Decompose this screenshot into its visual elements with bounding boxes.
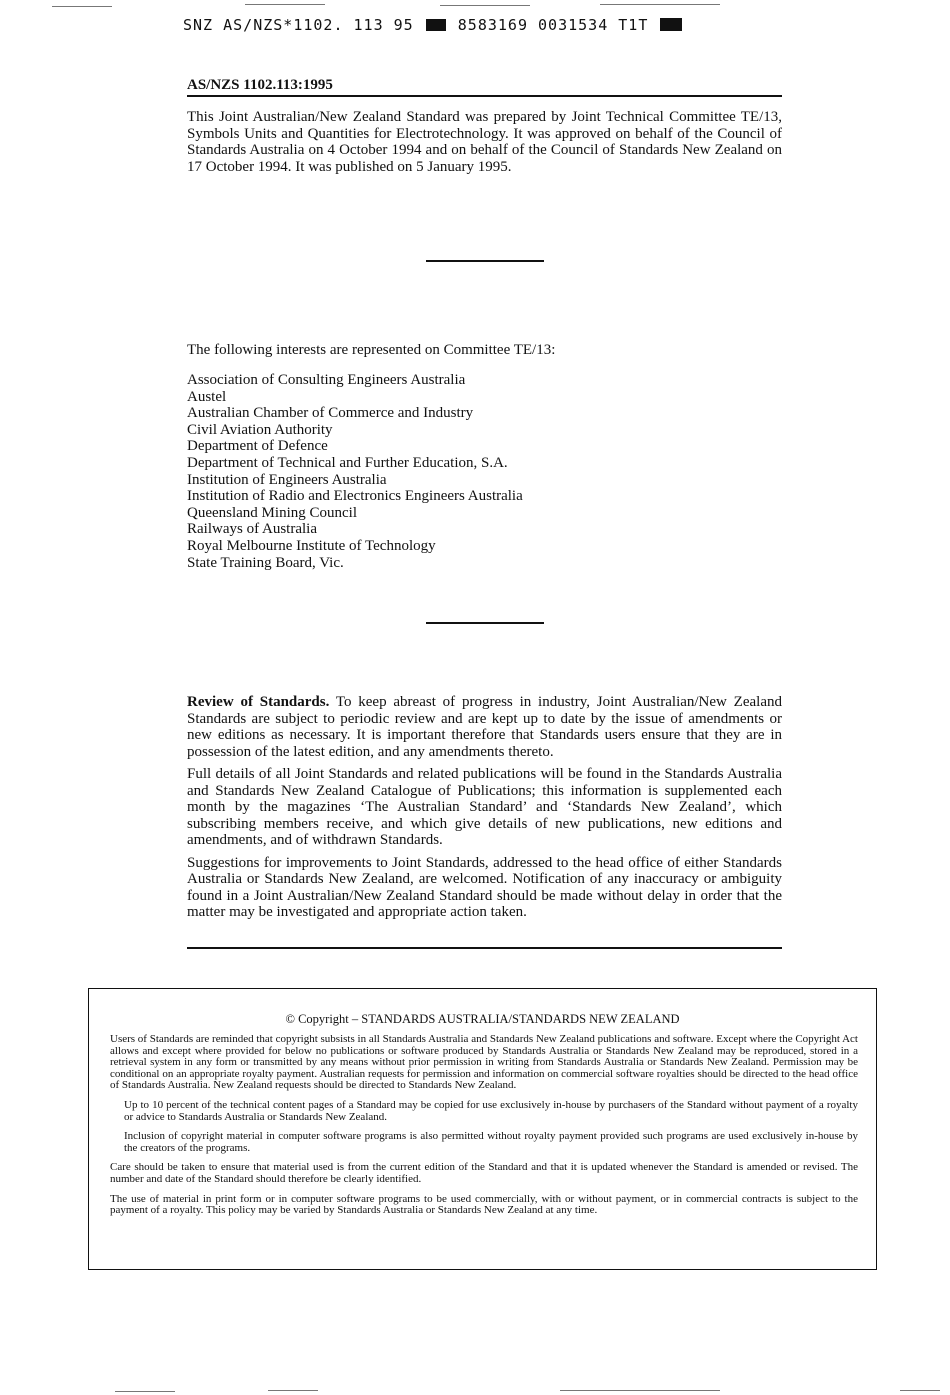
scan-mark	[52, 6, 112, 7]
code-left: SNZ AS/NZS*1102. 113 95	[183, 16, 414, 34]
list-item: Austel	[187, 388, 227, 405]
scan-mark	[245, 4, 325, 5]
review-paragraph-3: Suggestions for improvements to Joint Standards, addressed to the head office of either Standards Australia or Standards New Zealand, are welcomed. Notification of any inaccuracy or ambiguity found in a Joint Australian/New Zealand Standard should be made without delay in order that the matter may be investigated and appropriate action taken.	[187, 854, 782, 920]
review-paragraph-1: Review of Standards. To keep abreast of progress in industry, Joint Australian/New Zealand Standards are subject to periodic review and are kept up to date by the issue of amendments or new editions as necessary. It is important therefore that Standards users ensure that they are in possession of the latest edition, and any amendments thereto.	[187, 694, 782, 760]
list-item: Royal Melbourne Institute of Technology	[187, 537, 436, 554]
review-section	[187, 694, 782, 927]
review-paragraph-2: Full details of all Joint Standards and related publications will be found in the Standards Australia and Standards New Zealand Catalogue of Publications; this information is supplemented each month by the magazines ‘The Australian Standard’ and ‘Standards New Zealand’, which subscribing members receive, and which give details of new publications, new editions and amendments, and of withdrawn Standards.	[187, 766, 782, 848]
list-item: Civil Aviation Authority	[187, 421, 333, 438]
standard-number: AS/NZS 1102.113:1995	[187, 77, 333, 93]
copyright-paragraph: Inclusion of copyright material in computer software programs is also permitted without royalty payment provided such programs are used exclusively in-house by the creators of the programs.	[124, 1130, 858, 1154]
copyright-paragraph: Users of Standards are reminded that copyright subsists in all Standards Australia and Standards New Zealand publications and software. Except where the Copyright Act allows and except where provided for below no publications or software produced by Standards Australia or Standards New Zealand may be reproduced, stored in a retrieval system in any form or transmitted by any means without prior permission in writing from Standards Australia or Standards New Zealand. Permission may be conditional on an appropriate royalty payment. Australian requests for permission and information on commercial software royalties should be directed to the head office of Standards Australia. New Zealand requests should be directed to Standards New Zealand.	[110, 1033, 858, 1092]
code-mid: 8583169 0031534 T1T	[457, 16, 649, 34]
copyright-box	[88, 988, 877, 1270]
section-divider	[426, 622, 544, 624]
list-item: Department of Technical and Further Education, S.A.	[187, 454, 508, 471]
scan-mark	[440, 5, 530, 6]
copyright-paragraph: Care should be taken to ensure that material used is from the current edition of the Standard and that it is updated whenever the Standard is amended or revised. The number and date of the Standard should therefore be clearly identified.	[110, 1161, 858, 1185]
scan-mark	[560, 1390, 720, 1391]
barcode-block	[660, 18, 682, 31]
copyright-body	[110, 1034, 858, 1225]
copyright-paragraph: The use of material in print form or in computer software programs to be used commercially, with or without payment, or in commercial contracts is subject to the payment of a royalty. This policy may be varied by Standards Australia or Standards New Zealand at any time.	[110, 1192, 858, 1217]
list-item: Institution of Radio and Electronics Engineers Australia	[187, 488, 523, 505]
list-item: Railways of Australia	[187, 521, 317, 538]
committee-intro: The following interests are represented on Committee TE/13:	[187, 342, 556, 358]
section-divider	[426, 260, 544, 262]
copyright-paragraph: Up to 10 percent of the technical content pages of a Standard may be copied for use exclusively in-house by purchasers of the Standard without payment of a royalty or advice to Standards Australia or Standards New Zealand.	[124, 1098, 858, 1123]
list-item: Department of Defence	[187, 438, 328, 455]
scan-mark	[268, 1390, 318, 1391]
list-item: Australian Chamber of Commerce and Industry	[187, 405, 474, 422]
committee-members-list	[187, 372, 523, 571]
scan-mark	[115, 1391, 175, 1392]
list-item: Queensland Mining Council	[187, 504, 357, 521]
list-item: Institution of Engineers Australia	[187, 471, 387, 488]
preparation-paragraph: This Joint Australian/New Zealand Standard was prepared by Joint Technical Committee TE/13, Symbols Units and Quantities for Electrotechnology. It was approved on behalf of the Council of Standards Australia on 4 October 1994 and on behalf of the Council of Standards New Zealand on 17 October 1994. It was published on 5 January 1995.	[187, 109, 782, 175]
review-heading: Review of Standards.	[187, 694, 330, 710]
list-item: Association of Consulting Engineers Australia	[187, 372, 466, 388]
scan-mark	[900, 1390, 940, 1391]
copyright-title: © Copyright – STANDARDS AUSTRALIA/STANDARDS NEW ZEALAND	[285, 1012, 680, 1026]
heading-rule	[187, 95, 782, 97]
scan-mark	[600, 4, 720, 5]
list-item: State Training Board, Vic.	[187, 554, 344, 571]
document-code-line	[183, 16, 682, 34]
review-bottom-rule	[187, 947, 782, 949]
barcode-block	[426, 19, 446, 31]
